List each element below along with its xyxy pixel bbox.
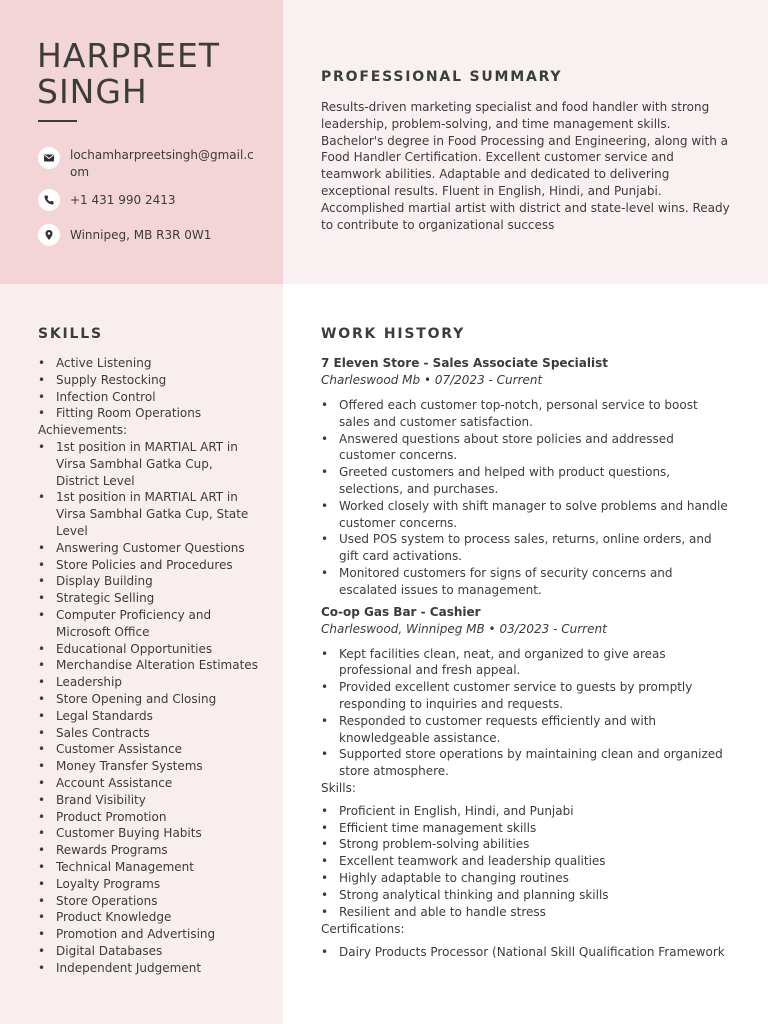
skills-section bbox=[38, 355, 258, 976]
skill-item: • Loyalty Programs bbox=[38, 876, 258, 893]
skill-item: • Strategic Selling bbox=[38, 590, 258, 607]
work-heading: WORK HISTORY bbox=[321, 326, 466, 342]
summary-text: Results-driven marketing specialist and food handler with strong leadership, problem-solving, and time management skills. Bachelor's degree in Food Processing and Engineering, along with a Food Handler Certification. Excellent customer service and teamwork abilities. Adaptable and dedicated to delivering exceptional results. Fluent in English, Hindi, and Punjabi. Accomplished martial artist with district and state-level wins. Ready to contribute to organizational success bbox=[321, 100, 730, 232]
jobs-list bbox=[321, 355, 731, 780]
skill-item: • Brand Visibility bbox=[38, 792, 258, 809]
summary-heading: PROFESSIONAL SUMMARY bbox=[321, 69, 563, 85]
work-skills-list bbox=[321, 803, 731, 921]
job-title: Co-op Gas Bar - Cashier bbox=[321, 604, 481, 619]
phone-text[interactable]: +1 431 990 2413 bbox=[70, 193, 176, 207]
skills-list-secondary bbox=[38, 439, 258, 977]
work-skill-item: • Resilient and able to handle stress bbox=[321, 904, 731, 921]
name-line-1: HARPREET bbox=[37, 36, 221, 75]
job-entry bbox=[321, 604, 731, 780]
job-bullet: • Kept facilities clean, neat, and organized to give areas professional and fresh appeal. bbox=[321, 646, 731, 680]
skills-list-primary bbox=[38, 355, 258, 422]
phone-icon bbox=[38, 189, 60, 211]
certification-item: • Dairy Products Processor (National Skill Qualification Framework bbox=[321, 944, 731, 961]
contact-location bbox=[38, 224, 258, 246]
job-meta: Charleswood, Winnipeg MB • 03/2023 - Current bbox=[321, 621, 607, 636]
work-skill-item: • Strong problem-solving abilities bbox=[321, 836, 731, 853]
name-divider bbox=[38, 120, 77, 122]
skill-item: • Active Listening bbox=[38, 355, 258, 372]
skill-item: • Computer Proficiency and Microsoft Office bbox=[38, 607, 258, 641]
skill-item: • Rewards Programs bbox=[38, 842, 258, 859]
job-bullet: • Greeted customers and helped with product questions, selections, and purchases. bbox=[321, 464, 731, 498]
skill-item: • Sales Contracts bbox=[38, 725, 258, 742]
job-bullets bbox=[321, 397, 731, 599]
work-history-section bbox=[321, 355, 731, 961]
skill-item: • Store Operations bbox=[38, 893, 258, 910]
work-skill-item: • Proficient in English, Hindi, and Punjabi bbox=[321, 803, 731, 820]
skill-item: • Infection Control bbox=[38, 389, 258, 406]
skill-item: • Product Knowledge bbox=[38, 909, 258, 926]
contact-phone bbox=[38, 189, 258, 211]
skill-item: • Product Promotion bbox=[38, 809, 258, 826]
job-bullet: • Supported store operations by maintaining clean and organized store atmosphere. bbox=[321, 746, 731, 780]
job-bullet: • Worked closely with shift manager to solve problems and handle customer concerns. bbox=[321, 498, 731, 532]
skill-item: • 1st position in MARTIAL ART in Virsa Sambhal Gatka Cup, State Level bbox=[38, 489, 258, 539]
achievements-label: Achievements: bbox=[38, 423, 128, 438]
work-skill-item: • Excellent teamwork and leadership qualities bbox=[321, 853, 731, 870]
skill-item: • Money Transfer Systems bbox=[38, 758, 258, 775]
certifications-label: Certifications: bbox=[321, 922, 405, 937]
certifications-list bbox=[321, 944, 731, 961]
job-bullet: • Offered each customer top-notch, personal service to boost sales and customer satisfaction. bbox=[321, 397, 731, 431]
mail-icon bbox=[38, 147, 60, 169]
job-bullet: • Answered questions about store policies and addressed customer concerns. bbox=[321, 431, 731, 465]
skill-item: • Digital Databases bbox=[38, 943, 258, 960]
skill-item: • Customer Buying Habits bbox=[38, 825, 258, 842]
skills-heading: SKILLS bbox=[38, 326, 103, 342]
skill-item: • Legal Standards bbox=[38, 708, 258, 725]
skill-item: • Technical Management bbox=[38, 859, 258, 876]
skill-item: • Customer Assistance bbox=[38, 741, 258, 758]
email-text[interactable]: lochamharpreetsingh@gmail.com bbox=[70, 148, 254, 179]
work-skill-item: • Efficient time management skills bbox=[321, 820, 731, 837]
job-bullet: • Monitored customers for signs of security concerns and escalated issues to management. bbox=[321, 565, 731, 599]
location-pin-icon bbox=[38, 224, 60, 246]
job-bullets bbox=[321, 646, 731, 780]
skill-item: • Supply Restocking bbox=[38, 372, 258, 389]
work-skill-item: • Highly adaptable to changing routines bbox=[321, 870, 731, 887]
job-bullet: • Provided excellent customer service to guests by promptly responding to inquiries and requests. bbox=[321, 679, 731, 713]
skill-item: • Store Policies and Procedures bbox=[38, 557, 258, 574]
location-text: Winnipeg, MB R3R 0W1 bbox=[70, 228, 212, 242]
job-meta: Charleswood Mb • 07/2023 - Current bbox=[321, 373, 543, 387]
skill-item: • Educational Opportunities bbox=[38, 641, 258, 658]
skill-item: • Account Assistance bbox=[38, 775, 258, 792]
name-line-2: SINGH bbox=[37, 72, 148, 111]
job-bullet: • Used POS system to process sales, returns, online orders, and gift card activations. bbox=[321, 531, 731, 565]
skill-item: • 1st position in MARTIAL ART in Virsa Sambhal Gatka Cup, District Level bbox=[38, 439, 258, 489]
skill-item: • Independent Judgement bbox=[38, 960, 258, 977]
work-skill-item: • Strong analytical thinking and planning skills bbox=[321, 887, 731, 904]
candidate-name bbox=[37, 38, 220, 110]
job-title: 7 Eleven Store - Sales Associate Specialist bbox=[321, 356, 608, 370]
job-entry bbox=[321, 355, 731, 604]
skill-item: • Store Opening and Closing bbox=[38, 691, 258, 708]
skill-item: • Promotion and Advertising bbox=[38, 926, 258, 943]
contact-email bbox=[38, 147, 258, 181]
skill-item: • Merchandise Alteration Estimates bbox=[38, 657, 258, 674]
skill-item: • Answering Customer Questions bbox=[38, 540, 258, 557]
skill-item: • Leadership bbox=[38, 674, 258, 691]
skill-item: • Fitting Room Operations bbox=[38, 405, 258, 422]
skill-item: • Display Building bbox=[38, 573, 258, 590]
work-skills-label: Skills: bbox=[321, 780, 356, 795]
job-bullet: • Responded to customer requests efficiently and with knowledgeable assistance. bbox=[321, 713, 731, 747]
